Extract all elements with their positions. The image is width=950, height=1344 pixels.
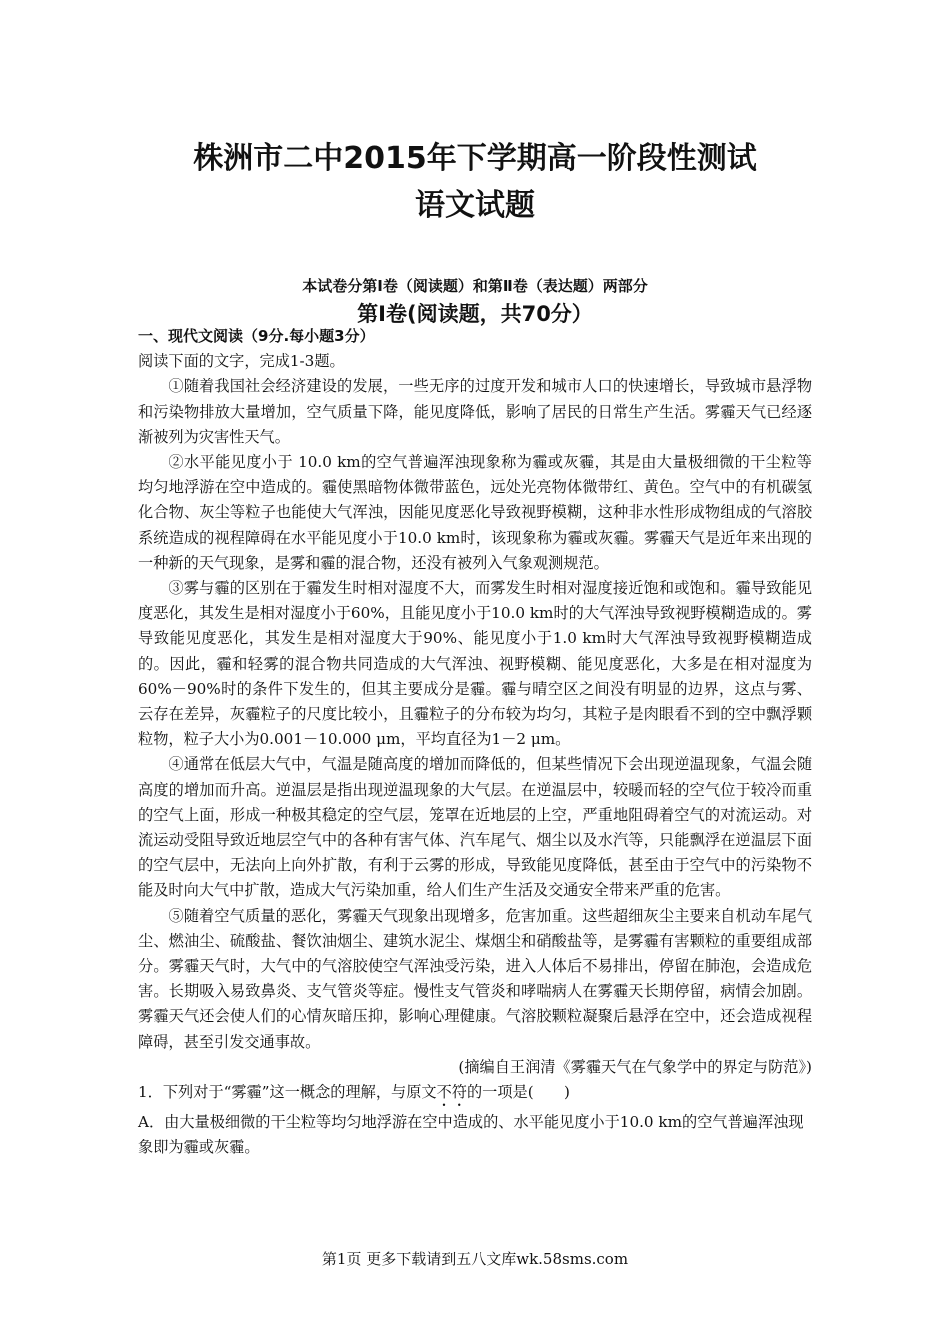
page-footer: 第1页 更多下载请到五八文库wk.58sms.com: [321, 1250, 629, 1268]
question-1-tail: 的一项是( ): [466, 1083, 570, 1102]
passage-paragraph-2: ②水平能见度小于 10.0 km的空气普遍浑浊现象称为霾或灰霾，其是由大量极细微的干尘粒等均匀地浮游在空中造成的。霾使黑暗物体微带蓝色，远处光亮物体微带红、黄色。空气中的有机碳氢化合物、灰尘等粒子也能使大气浑浊，因能见度恶化导致视野模糊，这种非水性形成物组成的气溶胶系统造成的视程障碍在水平能见度小于10.0 km时，该现象称为霾或灰霾。雾霾天气是近年来出现的一种新的天气现象，是雾和霾的混合物，还没有被列入气象观测规范。: [138, 453, 812, 572]
exam-title: 株洲市二中2015年下学期高一阶段性测试: [193, 141, 757, 176]
exam-subtitle: 语文试题: [415, 188, 535, 223]
section-instruction: 阅读下面的文字，完成1-3题。: [138, 352, 345, 371]
question-1-emphasis: 不符: [436, 1083, 467, 1102]
passage-paragraph-3: ③雾与霾的区别在于霾发生时相对湿度不大，而雾发生时相对湿度接近饱和或饱和。霾导致能见度恶化，其发生是相对湿度小于60%，且能见度小于10.0 km时的大气浑浊导致视野模糊造成的。雾导致能见度恶化，其发生是相对湿度大于90%、能见度小于1.0 km时大气浑浊导致视野模糊造成的。因此，霾和轻雾的混合物共同造成的大气浑浊、视野模糊、能见度恶化，大多是在相对湿度为60%－90%时的条件下发生的，但其主要成分是霾。霾与晴空区之间没有明显的边界，这点与雾、云存在差异，灰霾粒子的尺度比较小，且霾粒子的分布较为均匀，其粒子是肉眼看不到的空中飘浮颗粒物，粒子大小为0.001－10.000 μm，平均直径为1－2 μm。: [138, 579, 812, 749]
question-1-option-a: A．由大量极细微的干尘粒等均匀地浮游在空中造成的、水平能见度小于10.0 km的空气普遍浑浊现象即为霾或灰霾。: [138, 1113, 804, 1157]
reading-body: [138, 324, 812, 1161]
part-heading: 第Ⅰ卷(阅读题，共70分）: [357, 302, 593, 326]
passage-source: (摘编自王润清《雾霾天气在气象学中的界定与防范》): [458, 1057, 812, 1076]
passage-paragraph-4: ④通常在低层大气中，气温是随高度的增加而降低的，但某些情况下会出现逆温现象，气温会随高度的增加而升高。逆温层是指出现逆温现象的大气层。在逆温层中，较暖而轻的空气位于较冷而重的空气上面，形成一种极其稳定的空气层，笼罩在近地层的上空，严重地阻碍着空气的对流运动。对流运动受阻导致近地层空气中的各种有害气体、汽车尾气、烟尘以及水汽等，只能飘浮在逆温层下面的空气层中，无法向上向外扩散，有利于云雾的形成，导致能见度降低，甚至由于空气中的污染物不能及时向大气中扩散，造成大气污染加重，给人们生产生活及交通安全带来严重的危害。: [138, 755, 812, 900]
passage-paragraph-1: ①随着我国社会经济建设的发展，一些无序的过度开发和城市人口的快速增长，导致城市悬浮物和污染物排放大量增加，空气质量下降，能见度降低，影响了居民的日常生产生活。雾霾天气已经逐渐被列为灾害性天气。: [138, 377, 812, 446]
passage-paragraph-5: ⑤随着空气质量的恶化，雾霾天气现象出现增多，危害加重。这些超细灰尘主要来自机动车尾气尘、燃油尘、硫酸盐、餐饮油烟尘、建筑水泥尘、煤烟尘和硝酸盐等，是雾霾有害颗粒的重要组成部分。雾霾天气时，大气中的气溶胶使空气浑浊受污染，进入人体后不易排出，停留在肺泡，会造成危害。长期吸入易致鼻炎、支气管炎等症。慢性支气管炎和哮喘病人在雾霾天长期停留，病情会加剧。雾霾天气还会使人们的心情灰暗压抑，影响心理健康。气溶胶颗粒凝聚后悬浮在空中，还会造成视程障碍，甚至引发交通事故。: [138, 906, 812, 1051]
exam-structure-note: 本试卷分第Ⅰ卷（阅读题）和第Ⅱ卷（表达题）两部分: [302, 277, 648, 295]
question-1-stem: 1．下列对于“雾霾”这一概念的理解，与原文: [138, 1083, 437, 1102]
section-heading: 一、现代文阅读（9分.每小题3分）: [138, 327, 375, 345]
question-1: [138, 1080, 812, 1110]
